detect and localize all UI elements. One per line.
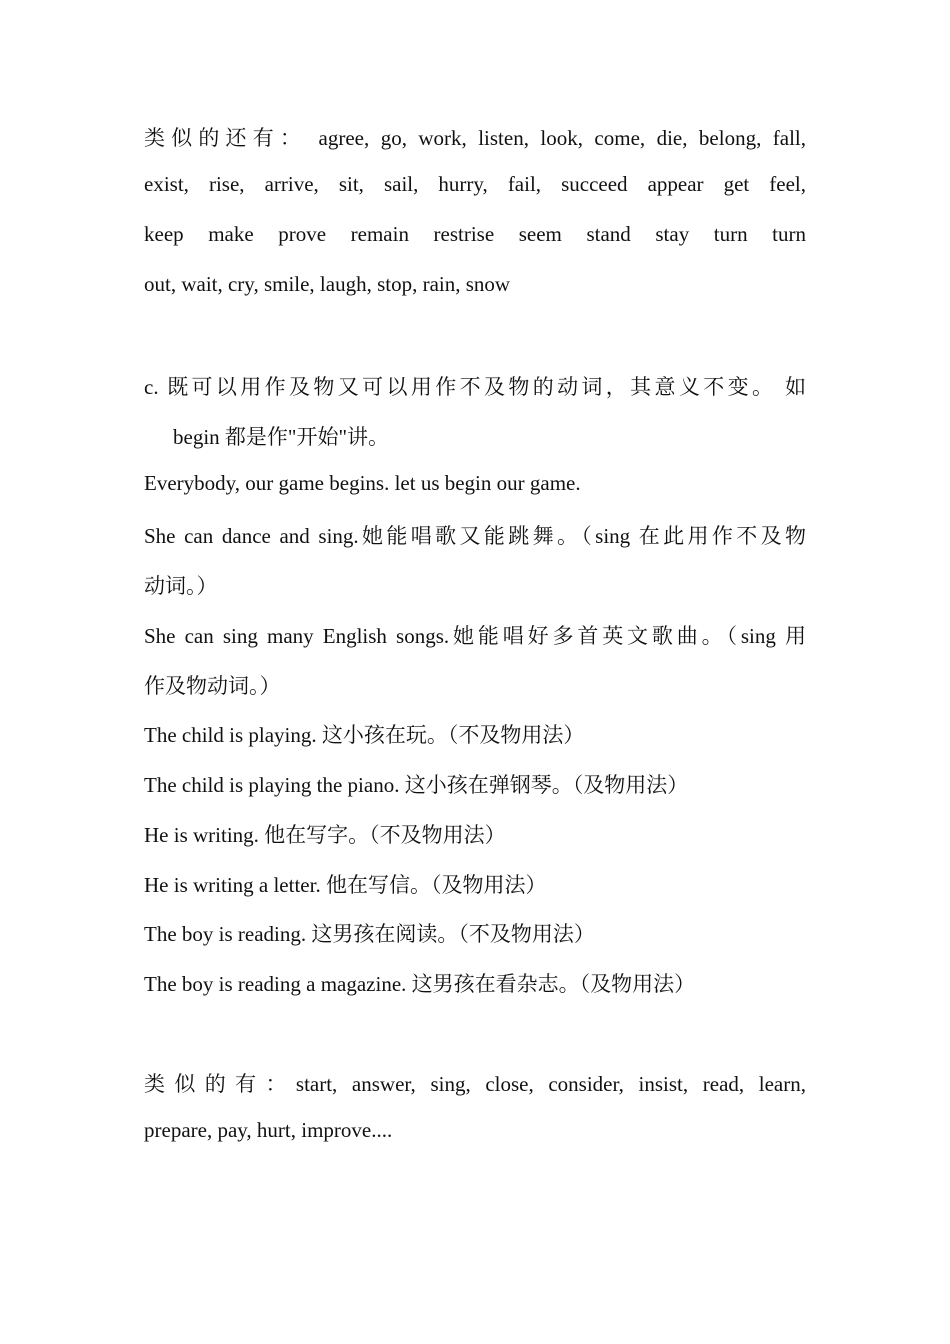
section-c-heading-continued: begin 都是作"开始"讲。 — [173, 425, 390, 449]
example-sentence: He is writing. 他在写字。（不及物用法） — [144, 823, 506, 847]
similar-verbs-2-line-2: prepare, pay, hurt, improve.... — [144, 1118, 393, 1142]
example-sentence: She can sing many English songs.她能唱好多首英文歌曲。（sing 用 — [144, 624, 806, 648]
example-sentence: The child is playing the piano. 这小孩在弹钢琴。（及物用法） — [144, 773, 689, 797]
example-sentence: 作及物动词。） — [144, 674, 281, 698]
section-c-heading: c. 既可以用作及物又可以用作不及物的动词，其意义不变。 如 — [144, 375, 806, 399]
example-sentence: 动词。） — [144, 574, 218, 598]
example-sentence: He is writing a letter. 他在写信。（及物用法） — [144, 873, 547, 897]
example-sentence: Everybody, our game begins. let us begin our game. — [144, 471, 581, 495]
similar-verbs-line-4: out, wait, cry, smile, laugh, stop, rain, snow — [144, 272, 511, 296]
example-sentence: The boy is reading. 这男孩在阅读。（不及物用法） — [144, 922, 595, 946]
example-sentence: The boy is reading a magazine. 这男孩在看杂志。（及物用法） — [144, 972, 696, 996]
similar-verbs-line-3: keep make prove remain restrise seem stand stay turn turn — [144, 222, 806, 246]
example-sentence: The child is playing. 这小孩在玩。（不及物用法） — [144, 723, 585, 747]
example-sentence: She can dance and sing.她能唱歌又能跳舞。（sing 在此用作不及物 — [144, 524, 806, 548]
similar-verbs-line-2: exist, rise, arrive, sit, sail, hurry, fail, succeed appear get feel, — [144, 172, 806, 196]
similar-verbs-line-1: 类似的还有： agree, go, work, listen, look, come, die, belong, fall, — [144, 126, 806, 150]
similar-verbs-2-line-1: 类似的有：start, answer, sing, close, consider, insist, read, learn, — [144, 1072, 806, 1096]
